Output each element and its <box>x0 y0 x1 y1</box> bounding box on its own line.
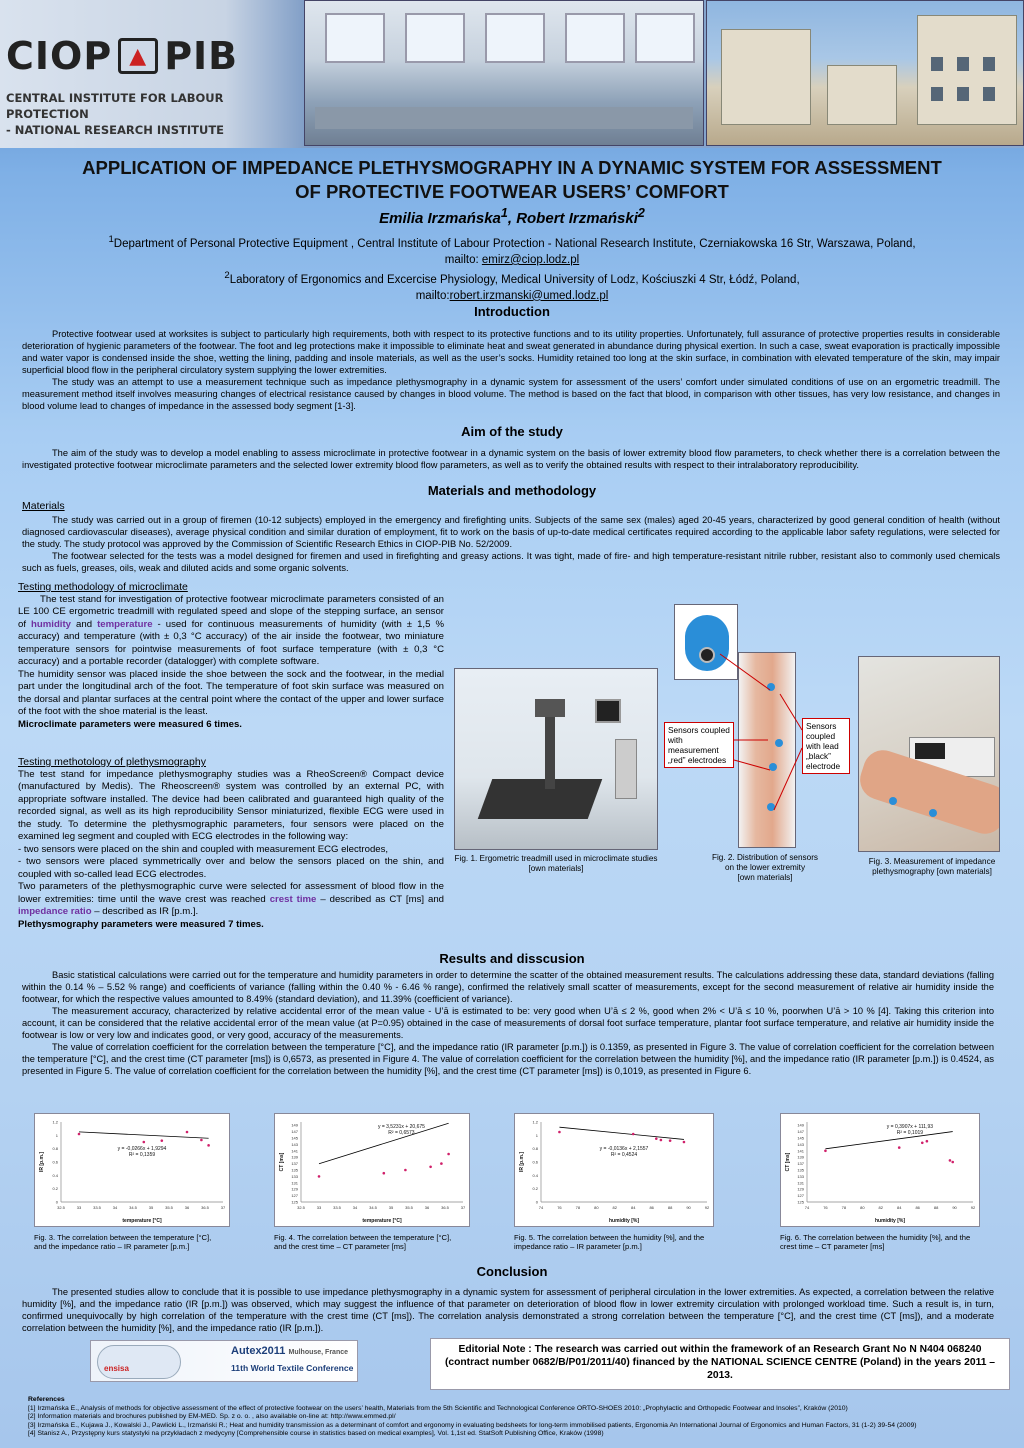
chart-svg <box>781 1114 981 1228</box>
x-tick-label: 78 <box>841 1205 847 1210</box>
fig3-cap-2: plethysmography [own materials] <box>872 867 992 876</box>
chart-caption-line-1: Fig. 4. The correlation between the temperature [°C], <box>274 1233 452 1242</box>
r-squared: R² = 0,1019 <box>896 1130 924 1136</box>
x-tick-label: 92 <box>704 1205 710 1210</box>
y-tick-label: 133 <box>291 1173 298 1179</box>
author-2: Robert Irzmański <box>516 210 638 227</box>
y-tick-label: 141 <box>797 1148 804 1154</box>
y-tick-label: 0 <box>535 1199 538 1205</box>
y-tick-label: 0.2 <box>52 1186 58 1192</box>
logo-block <box>6 34 246 138</box>
x-tick-label: 36.5 <box>201 1205 209 1210</box>
chart-caption-line-1: Fig. 6. The correlation between the humidity [%], and the <box>780 1233 971 1242</box>
y-tick-label: 0 <box>55 1199 58 1205</box>
data-point <box>429 1166 432 1169</box>
chart-caption <box>34 1233 260 1251</box>
y-tick-label: 1 <box>55 1132 58 1138</box>
x-tick-label: 86 <box>649 1205 654 1210</box>
data-point <box>921 1142 924 1145</box>
fig3-measurement-photo <box>858 656 1000 852</box>
conclusion-text <box>22 1286 994 1334</box>
x-tick-label: 35 <box>148 1205 154 1210</box>
aim-heading: Aim of the study <box>461 424 563 439</box>
y-tick-label: 0.4 <box>532 1172 538 1178</box>
references-heading: References <box>28 1396 65 1403</box>
y-tick-label: 135 <box>797 1167 804 1173</box>
y-tick-label: 145 <box>797 1135 804 1141</box>
y-tick-label: 147 <box>291 1129 298 1135</box>
mail2-prefix: mailto: <box>415 289 450 302</box>
r-squared: R² = 0,6573 <box>388 1130 415 1136</box>
chart-caption-line-2: crest time – CT parameter [ms] <box>780 1242 885 1251</box>
x-tick-label: 33.5 <box>333 1205 341 1210</box>
micro-humidity-word: humidity <box>31 618 72 630</box>
data-point <box>669 1139 672 1142</box>
introduction-text <box>22 328 1000 412</box>
logo-left-text: CIOP <box>6 34 113 78</box>
chart-5 <box>514 1113 714 1227</box>
x-tick-label: 76 <box>557 1205 562 1210</box>
affiliations <box>0 232 1024 304</box>
x-tick-label: 76 <box>823 1205 828 1210</box>
x-tick-label: 80 <box>860 1205 865 1210</box>
y-tick-label: 127 <box>797 1193 804 1199</box>
y-tick-label: 125 <box>291 1199 298 1205</box>
red-electrode-label: Sensors coupled with measurement „red” electrodes <box>664 722 734 768</box>
results-p1: Basic statistical calculations were carried out for the temperature and humidity parameters in order to determine the scatter of the obtained measurement results. The calculations addressing these data, standard deviations (falling within the 0.14 % – 5.52 % range) and coefficients of variance (falling within the 0.40 % - 6.46 % range), confirmed the relatively small scatter of measurements, except for the second measurement of relative air humidity inside the footwear, for which the respective values amounted to 8.49% (standard deviation), and 11.39% (coefficient of variance). <box>22 970 994 1004</box>
fig1-caption: Fig. 1. Ergometric treadmill used in microclimate studies [own materials] <box>454 854 658 873</box>
autex-place: Mulhouse, France <box>288 1349 349 1356</box>
x-axis-label: humidity [%] <box>875 1218 905 1224</box>
x-tick-label: 80 <box>594 1205 599 1210</box>
trend-equation: y = 0,3907x + 111,93 <box>886 1124 934 1130</box>
x-tick-label: 35 <box>388 1205 394 1210</box>
pleth-t1: Two parameters of the plethysmographic curve were selected for assessment of blood flow in the lower extremities: time until the wave crest was reached <box>18 881 444 905</box>
x-tick-label: 36.5 <box>441 1205 449 1210</box>
x-tick-label: 88 <box>933 1205 939 1210</box>
reference-1: [1] Irzmańska E., Analysis of methods for objective assessment of the effect of protective footwear on the users’ health, Materials from the 5th Scientific and Technological Conference ORTO-SHOES 2010: „Prophylactic and Orthopedic Footwear and Insoles”, Kraków (2010) <box>28 1404 848 1412</box>
affiliation-1: Department of Personal Protective Equipment , Central Institute of Labour Protection - National Research Institute, Czerniakowska 16 Str, Warszawa, Poland, <box>113 237 916 250</box>
aff2-sup: 2 <box>224 269 230 281</box>
title-line-1: APPLICATION OF IMPEDANCE PLETHYSMOGRAPHY IN A DYNAMIC SYSTEM FOR ASSESSMENT <box>82 157 942 178</box>
editorial-note: Editorial Note : The research was carried out within the framework of an Research Grant No N N404 068240 (contract number 0682/B/P01/2011/40) financed by the NATIONAL SCIENCE CENTRE (Poland) in the years 2011 – 2013. <box>430 1338 1010 1390</box>
aim-text <box>22 447 1000 471</box>
chart-3 <box>34 1113 230 1227</box>
chart-svg <box>515 1114 715 1228</box>
fig2-cap-1: Fig. 2. Distribution of sensors <box>711 853 819 862</box>
x-tick-label: 34 <box>352 1205 358 1210</box>
micro-t1: The test stand for investigation of protective footwear microclimate parameters consisted of an LE 100 CE ergometric treadmill with regulated speed and slope of the stepping surface, an sensor of <box>18 593 444 630</box>
aim-p1: The aim of the study was to develop a model enabling to assess microclimate in protective footwear in a dynamic system on the basis of lower extremity blood flow parameters, to check whether there is a correlation between the investigated protective footwear microclimate parameters and the selected lower extremity blood flow parameters, as well as to verify the obtained results with respect to their intralaboratory reproducibility. <box>22 448 1000 470</box>
micro-temperature-word: temperature <box>97 618 153 630</box>
y-tick-label: 1 <box>535 1132 538 1138</box>
x-tick-label: 34.5 <box>129 1205 137 1210</box>
r-squared: R² = 0,1359 <box>128 1152 156 1158</box>
pleth-p2 <box>18 881 444 919</box>
results-text <box>22 969 994 1077</box>
y-tick-label: 135 <box>291 1167 298 1173</box>
poster-title <box>0 156 1024 204</box>
materials-text <box>22 514 1000 574</box>
trend-equation: y = 3,5231x + 20,675 <box>377 1124 425 1130</box>
mail1-prefix: mailto: <box>444 253 482 266</box>
fig1-treadmill-photo <box>454 668 658 850</box>
fig2-leg-photo <box>738 652 796 848</box>
pleth-impedance-word: impedance ratio <box>18 906 92 917</box>
x-tick-label: 82 <box>612 1205 618 1210</box>
materials-p2: The footwear selected for the tests was a model designed for firemen and used in firefighting and greasy actions. It was tight, made of fire- and high temperature-resistant nitrile rubber, resistant also to commonly used chemicals such as fuels, greases, oils, weak and diluted acids and some organic solvents. <box>22 551 1000 573</box>
sensor-closeup-photo <box>674 604 738 680</box>
author-1: Emilia Irzmańska <box>379 210 501 227</box>
x-tick-label: 74 <box>538 1205 544 1210</box>
y-tick-label: 129 <box>797 1186 804 1192</box>
r-squared: R² = 0,4524 <box>610 1152 638 1158</box>
fig3-cap-1: Fig. 3. Measurement of impedance <box>868 857 996 866</box>
introduction-p1: Protective footwear used at worksites is subject to particularly high requirements, both with respect to its protective functions and to its utility properties. Unfortunately, full assurance of protective properties results in considerable deterioration of hygienic parameters of the footwear. The foot and leg protections make it impossible to eliminate heat and sweat generated in abundance during physical exertion. In such a case, sweat evaporation is practically impossible and water vapor is condensed inside the shoe, wetting the lining, padding and insole materials, as well as the user’s socks. Humidity retained too long at the skin surface, in combination with elevated temperature of the skin, may impair superficial blood flow in the peripheral circulatory system supplying the lower extremities. <box>22 329 1000 375</box>
institute-name <box>6 90 246 138</box>
materials-p1: The study was carried out in a group of firemen (10-12 subjects) employed in the emergency and firefighting units. Subjects of the same sex (males) aged 20-45 years, characterized by good general condition of health (without diagnosed cardiovascular diseases), average physical condition and similar duration of employment, fit to work on the basis of up-to-date medical certificates required according to the applicable labor safety regulations, were selected for the study. The study protocol was approved by the Commission of Scientific Research Ethics in CIOP-PIB No. 52/2009. <box>22 515 1000 549</box>
pleth-p1: The test stand for impedance plethysmography studies was a RheoScreen® Compact device (manufactured by Medis). The Rheoscreen® system was controlled by an external PC, with appropriate software installed. The device had been calibrated and guaranteed high quality of the recorded signal, as well as its high reproducibility Sensor miniaturized, flexible ECG were used in the study. To determine the plethysmographic parameters, four sensors were placed on the examined leg segment and coupled with ECG electrodes in the following way: <box>18 768 444 842</box>
laboratory-photo <box>304 0 704 146</box>
institute-line-1: CENTRAL INSTITUTE FOR LABOUR PROTECTION <box>6 91 224 121</box>
ciop-pib-logo <box>6 34 246 78</box>
x-tick-label: 37 <box>220 1205 226 1210</box>
chart-caption <box>780 1233 1010 1251</box>
data-point <box>558 1131 561 1134</box>
y-tick-label: 0.8 <box>532 1146 538 1152</box>
data-point <box>143 1141 146 1144</box>
chart-caption <box>514 1233 744 1251</box>
y-tick-label: 0.6 <box>532 1159 538 1165</box>
conclusion-p1: The presented studies allow to conclude that it is possible to use impedance plethysmography in a dynamic system for assessment of peripheral circulation in the lower extremities. As expected, a correlation between the relative humidity [%], and the impedance ratio (IR [p.m.]) was observed, which may suggest the influence of that parameter on deterioration of blood flow in lower extremity circulation with prolonged workload time. Such a result is, in turn, confirmed unequivocally by high correlation of the temperature with the crest time (CT [ms]). The correlation analysis demonstrated a strong correlation between the temperature [°C], and the crest time (CT [ms]), and a moderate correlation between the humidity [%], and the impedance ratio (IR [p.m.]). <box>22 1287 994 1333</box>
autex-banner <box>90 1340 358 1382</box>
data-point <box>824 1150 827 1153</box>
trend-line <box>559 1127 684 1139</box>
data-point <box>951 1161 954 1164</box>
data-point <box>404 1169 407 1172</box>
ensisa-label: ensisa <box>104 1364 129 1373</box>
chart-svg <box>275 1114 471 1228</box>
fig2-cap-3: [own materials] <box>737 873 793 882</box>
y-tick-label: 131 <box>291 1180 298 1186</box>
y-tick-label: 139 <box>291 1154 298 1160</box>
x-tick-label: 82 <box>878 1205 884 1210</box>
reference-3: [3] Irzmańska E., Kujawa J., Kowalski J., Pawlicki L., Irzmański R.; Heat and humidity transmission as a determinant of comfort and ergonomy in evaluating bedsheets for long-term immobilised patients, Ergonomia An International Journal of Ergonomics and Human Factors, 31 (1-2) 39-54 (2009) <box>28 1421 917 1429</box>
microclimate-bold: Microclimate parameters were measured 6 times. <box>18 718 242 730</box>
fig2-caption <box>700 853 830 883</box>
title-line-2: OF PROTECTIVE FOOTWEAR USERS’ COMFORT <box>295 181 729 202</box>
microclimate-p2: The humidity sensor was placed inside the shoe between the sock and the footwear, in the medial part under the longitudinal arch of the foot. The temperature of foot skin surface was measured on the dorsal and plantar surfaces at the central point where the contact of the upper and lower surface of the foot with the shoe material is the least. <box>18 668 444 717</box>
data-point <box>949 1159 952 1162</box>
y-axis-label: IR [p.m.] <box>519 1152 525 1172</box>
results-p3: The value of correlation coefficient for the correlation between the temperature [°C], and the impedance ratio (IR parameter [p.m.]) is 0.1359, as presented in Figure 3. The value of correlation coefficient for the correlation between the temperature [°C], and the crest time (CT parameter [ms]) is 0,6573, as presented in Figure 4. The value of correlation coefficient for the correlation between the humidity [%], and the impedance ratio (IR parameter [p.m.]) is 0.4524, as presented in Figure 5. The value of correlation coefficient for the correlation between the humidity [%], and the crest time (CT parameter [ms]) is 0,1019, as presented in Figure 6. <box>22 1042 994 1076</box>
microclimate-p1 <box>18 594 444 669</box>
microclimate-section <box>18 581 444 731</box>
y-axis-label: CT [ms] <box>279 1152 285 1172</box>
x-axis-label: temperature [°C] <box>362 1218 402 1224</box>
x-axis-label: humidity [%] <box>609 1218 639 1224</box>
results-heading: Results and disscusion <box>439 951 585 966</box>
data-point <box>383 1172 386 1175</box>
trend-line <box>825 1132 952 1149</box>
y-tick-label: 129 <box>291 1186 298 1192</box>
affiliation-2: Laboratory of Ergonomics and Excercise Physiology, Medical University of Lodz, Kościuszki 4 Str, Łódź, Poland, <box>229 273 800 286</box>
methods-heading: Materials and methodology <box>427 483 597 498</box>
x-tick-label: 84 <box>630 1205 636 1210</box>
data-point <box>186 1131 189 1134</box>
chart-caption-line-1: Fig. 5. The correlation between the humidity [%], and the <box>514 1233 705 1242</box>
chart-caption-line-1: Fig. 3. The correlation between the temperature [°C], <box>34 1233 212 1242</box>
x-tick-label: 78 <box>575 1205 581 1210</box>
logo-figure-icon: ▲ <box>118 38 158 74</box>
x-tick-label: 92 <box>970 1205 976 1210</box>
microclimate-label: Testing methodology of microclimate <box>18 581 188 593</box>
y-tick-label: 0.4 <box>52 1172 58 1178</box>
chart-caption-line-2: impedance ratio – IR parameter [p.m.] <box>514 1242 642 1251</box>
y-tick-label: 145 <box>291 1135 298 1141</box>
author-1-sup: 1 <box>500 206 508 220</box>
x-tick-label: 84 <box>896 1205 902 1210</box>
y-tick-label: 137 <box>291 1161 298 1167</box>
x-tick-label: 90 <box>952 1205 957 1210</box>
pleth-t3: – described as IR [p.m.]. <box>91 906 199 917</box>
y-tick-label: 131 <box>797 1180 804 1186</box>
data-point <box>318 1175 321 1178</box>
y-tick-label: 149 <box>291 1122 298 1128</box>
materials-label: Materials <box>22 500 65 512</box>
chart-caption-line-2: and the crest time – CT parameter [ms] <box>274 1242 406 1251</box>
autex-logo <box>97 1345 181 1379</box>
trend-equation: y = -0,0266x + 1,9294 <box>117 1146 167 1152</box>
email-link-1[interactable]: emirz@ciop.lodz.pl <box>481 253 580 266</box>
pleth-bold: Plethysmography parameters were measured 7 times. <box>18 918 264 930</box>
authors <box>0 206 1024 227</box>
fig3-caption <box>858 857 1006 877</box>
x-tick-label: 34 <box>112 1205 118 1210</box>
y-tick-label: 139 <box>797 1154 804 1160</box>
chart-4 <box>274 1113 470 1227</box>
y-tick-label: 137 <box>797 1161 804 1167</box>
autex-name: Autex2011 <box>231 1345 286 1357</box>
y-tick-label: 133 <box>797 1173 804 1179</box>
plethysmography-label: Testing methotology of plethysmography <box>18 756 206 768</box>
x-tick-label: 33.5 <box>93 1205 101 1210</box>
x-tick-label: 33 <box>316 1205 322 1210</box>
autex-subtitle: 11th World Textile Conference <box>231 1363 354 1373</box>
x-tick-label: 37 <box>460 1205 466 1210</box>
references <box>28 1396 1008 1439</box>
reference-4: [4] Stanisz A., Przystępny kurs statystyki na przykładach z medycyny [Comprehensible course in statistics based on medical examples], Vol. 1,1st ed. StatSoft Publishing Office, Kraków (1998) <box>28 1430 604 1438</box>
y-tick-label: 149 <box>797 1122 804 1128</box>
y-tick-label: 147 <box>797 1129 804 1135</box>
author-2-sup: 2 <box>637 206 645 220</box>
y-tick-label: 141 <box>291 1148 298 1154</box>
data-point <box>161 1139 164 1142</box>
micro-t2: and <box>71 618 98 630</box>
micro-t3: - used for continuous measurements of humidity (with ± 1,5 % accuracy) and temperature (with ± 0,3 °C accuracy) of the air inside the footwear, two miniature temperature sensors for pointwise measurements of foot surface temperature (with ± 0,3 °C accuracy) and a portable recorder (datalogger) with complete software. <box>18 618 444 667</box>
pleth-bullet-1: - two sensors were placed on the shin and coupled with measurement ECG electrodes, <box>18 843 389 855</box>
pleth-t2: – described as CT [ms] and <box>316 893 445 905</box>
y-tick-label: 0.8 <box>52 1146 58 1152</box>
data-point <box>926 1140 929 1143</box>
introduction-heading: Introduction <box>474 304 550 319</box>
black-electrode-label: Sensors coupled with lead „black” electrode <box>802 718 850 774</box>
pleth-crest-word: crest time <box>269 893 317 905</box>
x-tick-label: 33 <box>76 1205 82 1210</box>
y-axis-label: CT [ms] <box>785 1152 791 1172</box>
results-p2: The measurement accuracy, characterized by relative accidental error of the mean value - U’ā is estimated to be: very good when U’ā ≤ 2 %, good when 2% < U’ā ≤ 10 %, poorwhen U’ā > 10 % [4]. Taking this criterion into account, it can be considered that the relative accidental error of the mean value (at P=0.95) obtained in the case of measurements of dorsal foot surface temperature, plantar foot surface temperature, and relative air humidity inside the footwear is low or very low and indicates good, or very good, accuracy of the measurements. <box>22 1006 994 1040</box>
y-tick-label: 125 <box>797 1199 804 1205</box>
x-tick-label: 32.5 <box>297 1205 305 1210</box>
email-link-2[interactable]: robert.irzmanski@umed.lodz.pl <box>449 289 609 302</box>
data-point <box>207 1144 210 1147</box>
plethysmography-section <box>18 756 444 931</box>
trend-line <box>79 1132 209 1138</box>
x-tick-label: 88 <box>667 1205 673 1210</box>
data-point <box>655 1137 658 1140</box>
x-tick-label: 35.5 <box>165 1205 173 1210</box>
y-tick-label: 1.2 <box>532 1119 538 1125</box>
data-point <box>78 1133 81 1136</box>
x-tick-label: 74 <box>804 1205 810 1210</box>
chart-caption <box>274 1233 500 1251</box>
x-tick-label: 35.5 <box>405 1205 413 1210</box>
institute-line-2: - NATIONAL RESEARCH INSTITUTE <box>6 123 225 137</box>
building-photo <box>706 0 1024 146</box>
y-tick-label: 127 <box>291 1193 298 1199</box>
introduction-p2: The study was an attempt to use a measurement technique such as impedance plethysmography in a dynamic system for assessment of the users’ comfort under simulated conditions of use on an ergometric treadmill. The measurement method itself involves measuring changes of electrical resistance caused by changes in blood volume. The method is based on the fact that blood, in comparison with other tissues, has very low resistance, and changes in blood volume lead to changes of impedance in the assessed body segment [1-3]. <box>22 377 1000 411</box>
data-point <box>632 1133 635 1136</box>
chart-6 <box>780 1113 980 1227</box>
y-axis-label: IR [p.m.] <box>39 1152 45 1172</box>
x-tick-label: 36 <box>184 1205 190 1210</box>
chart-svg <box>35 1114 231 1228</box>
autex-title <box>231 1345 348 1357</box>
trend-equation: y = -0,0136x + 2,1557 <box>599 1146 649 1152</box>
data-point <box>200 1139 203 1142</box>
y-tick-label: 143 <box>797 1141 804 1147</box>
author-sep: , <box>507 210 517 227</box>
data-point <box>660 1139 663 1142</box>
data-point <box>447 1153 450 1156</box>
data-point <box>683 1141 686 1144</box>
pleth-bullet-2: - two sensors were placed symmetrically over and below the sensors placed on the shin, and coupled with so-called lead ECG electrodes. <box>18 856 444 880</box>
reference-2: [2] Information materials and brochures published by EM-MED. Sp. z o. o. , also available on-line at: http://www.emmed.pl/ <box>28 1413 396 1421</box>
x-tick-label: 90 <box>686 1205 691 1210</box>
x-axis-label: temperature [°C] <box>122 1218 162 1224</box>
y-tick-label: 143 <box>291 1141 298 1147</box>
data-point <box>898 1146 901 1149</box>
fig2-cap-2: on the lower extremity <box>724 863 806 872</box>
data-point <box>440 1162 443 1165</box>
y-tick-label: 0.2 <box>532 1186 538 1192</box>
logo-right-text: PIB <box>164 34 239 78</box>
y-tick-label: 1.2 <box>52 1119 58 1125</box>
x-tick-label: 32.5 <box>57 1205 65 1210</box>
x-tick-label: 36 <box>424 1205 430 1210</box>
y-tick-label: 0.6 <box>52 1159 58 1165</box>
aff1-sup: 1 <box>108 234 114 245</box>
chart-caption-line-2: and the impedance ratio – IR parameter [p.m.] <box>34 1242 190 1251</box>
x-tick-label: 34.5 <box>369 1205 377 1210</box>
x-tick-label: 86 <box>915 1205 920 1210</box>
conclusion-heading: Conclusion <box>476 1264 548 1279</box>
